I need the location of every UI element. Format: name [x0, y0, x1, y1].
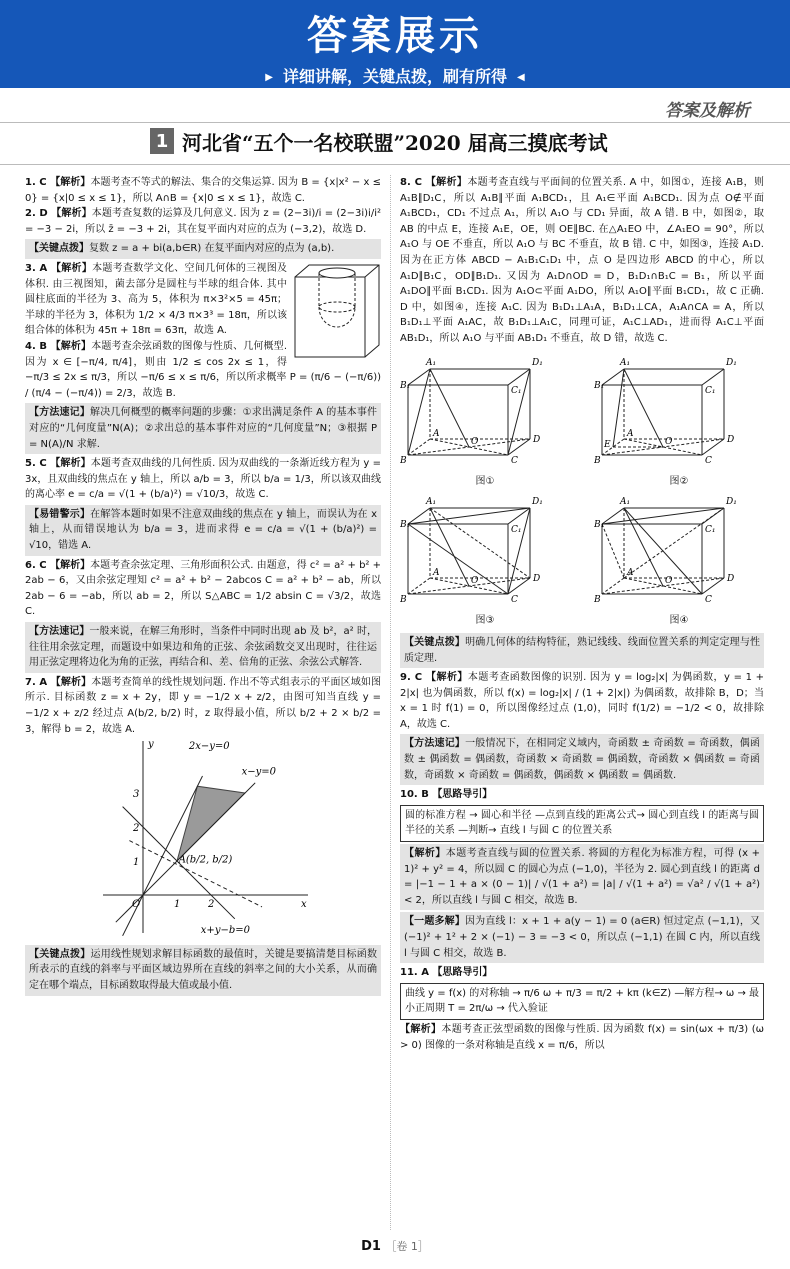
- vertex-label: B₁: [400, 380, 411, 391]
- vertex-label: D: [727, 434, 735, 445]
- figure-caption: 图②: [669, 476, 689, 488]
- exam-title-text: 河北省“五个一名校联盟”2020 届高三摸底考试: [182, 130, 608, 155]
- banner-subtitle: [0, 64, 790, 87]
- cube-figure: [594, 490, 764, 629]
- explanation-text: 本题考查数学文化、空间几何体的三视图及体积. 由三视图知，菌去部分是圆柱与半球的组合体. 其中圆柱底面的半径为 3、高为 5，体积为 π×3²×5 = 45π；半球的半径为 3，体积为 1/2 × 4/3 π×3³ = 18π，所以该组合体的体积为 45π + 18π = 63π，故选 A.: [25, 262, 288, 337]
- segment: [508, 508, 530, 594]
- header-rule: [0, 122, 790, 123]
- right-column: [400, 175, 764, 1053]
- cube-figure: [400, 351, 570, 490]
- section-label: 【解析】: [51, 208, 92, 220]
- question-number: 2. D: [25, 208, 52, 220]
- right-item: [400, 1022, 764, 1053]
- cube-figure: [400, 490, 570, 629]
- right-item: [400, 965, 764, 981]
- page-number: D1: [361, 1239, 381, 1254]
- left-item: [25, 175, 381, 206]
- section-label: 【关键点拨】: [29, 948, 91, 960]
- question-number: 5. C: [25, 458, 51, 470]
- explanation-text: 因为直线 l：x + 1 + a(y − 1) = 0 (a∈R) 恒过定点 (−1,1)，又 (−1)² + 1² + 2 × (−1) − 3 = −3 < 0，所以点 (−1,1) 在圆 C 内，所以直线 l 与圆 C 相交，故选 B.: [404, 916, 761, 959]
- explanation-text: 圆的标准方程 → 圆心和半径 —点到直线的距离公式→ 圆心到直线 l 的距离与圆半径的关系 —判断→ 直线 l 与圆 C 的位置关系: [405, 809, 759, 837]
- left-item: [25, 456, 381, 503]
- section-label: 【一题多解】: [404, 916, 466, 928]
- right-item: [400, 670, 764, 732]
- question-number: 6. C: [25, 559, 51, 571]
- vertex-label: C: [511, 594, 518, 605]
- section-label: 【解析】: [425, 177, 468, 188]
- section-label: 【解析】: [404, 848, 446, 860]
- axis-label: x: [301, 899, 307, 911]
- feasible-region: [177, 786, 245, 861]
- question-number: 8. C: [400, 177, 426, 188]
- vertex-label: B: [400, 594, 407, 605]
- exam-title: [150, 128, 608, 154]
- right-item: [400, 805, 764, 842]
- x-tick-label: 2: [208, 899, 215, 911]
- section-label: 【关键点拨】: [404, 636, 466, 648]
- banner-title: 答案展示: [307, 13, 483, 59]
- section-label: 【解析】: [50, 458, 91, 470]
- vertex-label: C₁: [705, 524, 716, 535]
- explanation-text: 解决几何概型的概率问题的步骤：①求出满足条件 A 的基本事件对应的“几何度量”N(A)；②求出总的基本事件对应的“几何度量”N；③根据 P = N(A)/N 求解.: [29, 407, 377, 450]
- section-label: 【易错警示】: [29, 508, 91, 520]
- explanation-text: 本题考查直线与平面间的位置关系. A 中，如图①，连接 A₁B，则 A₁B∥D₁C，所以 A₁B∥平面 A₁BCD₁，且 A₁∈平面 A₁BCD₁. 因为点 O∉平面 A₁BCD₁，CD₁ 不过点 A₁，所以 A₁O 与 CD₁ 异面，故 A 错. B 中，如图②，取 AB 的中点 E，连接 A₁E，OE，则 OE∥BC. 在△A₁EO 中，∠A₁EO = 90°，所以 A₁O 与 OE 不垂直，所以 A₁O 与 BC 不垂直，故 B 错. C 中，如图③，连接 A₁D. 因为在正方体 ABCD − A₁B₁C₁D₁ 中，点 O 是四边形 ABCD 的中心，所以 A₁D∥B₁C，OD∥B₁D₁. 又因为 A₁D∩OD = D，B₁D₁∩B₁C = B₁，所以平面 A₁DO∥平面 B₁CD₁. 因为 A₁O⊂平面 A₁DO，所以 A₁O∥平面 B₁CD₁，故 C 正确. D 中，如图④，连接 A₁C. 因为 B₁D₁⊥A₁A，B₁D₁⊥CA，A₁A∩CA = A，所以 B₁D₁⊥平面 A₁AC，故 B₁D₁⊥A₁C，同理可证，A₁C⊥AD₁，进而得 A₁C⊥平面 AB₁D₁，所以 A₁O 与平面 AB₁D₁ 不垂直，故 D 错，故选 C.: [400, 177, 765, 344]
- title-rule: [0, 164, 790, 165]
- figure-caption: 图③: [475, 615, 495, 627]
- left-item: [25, 403, 381, 454]
- explanation-text: 一般情况下，在相同定义域内，奇函数 ± 奇函数 = 奇函数，偶函数 ± 偶函数 = 偶函数，奇函数 × 奇函数 = 偶函数，奇函数 × 偶函数 = 奇函数，奇函数 × 奇函数 = 偶函数，偶函数 × 偶函数 = 偶函数.: [404, 738, 760, 781]
- cube-figure: [594, 351, 764, 490]
- vertex-label: D: [533, 434, 541, 445]
- explanation-text: 运用线性规划求解目标函数的最值时，关键是要搞清楚目标函数所表示的直线的斜率与平面区域边界所在直线的斜率之间的大小关系，从而确定在哪个端点，目标函数取得最大值或最小值.: [29, 948, 378, 991]
- question-number: 7. A: [25, 676, 51, 688]
- vertex-label: C: [511, 455, 518, 466]
- section-label: 【方法速记】: [29, 407, 91, 419]
- section-label: 【思路导引】: [432, 789, 493, 801]
- vertex-label: O: [471, 575, 479, 586]
- left-column: [25, 175, 381, 998]
- explanation-text: 明确几何体的结构特征，熟记线线、线面位置关系的判定定理与性质定理.: [404, 636, 761, 664]
- section-label: 【解析】: [50, 340, 92, 352]
- vertex-label: O: [665, 575, 673, 586]
- objective-line: [129, 841, 262, 907]
- vertex-label: C: [705, 594, 712, 605]
- question-number: 3. A: [25, 262, 52, 274]
- cube-drawing: [400, 490, 570, 608]
- vertex-label: D₁: [726, 357, 737, 368]
- segment: [408, 524, 508, 594]
- vertex-label: A: [627, 428, 634, 439]
- banner-subtitle-text: 详细讲解，关键点拨，刷有所得: [282, 67, 507, 86]
- hemisphere: [319, 307, 355, 327]
- section-label: 【解析】: [50, 559, 91, 571]
- vertex-label: A: [627, 567, 634, 578]
- cube-edge: [702, 369, 724, 385]
- section-label: 【解析】: [50, 676, 92, 688]
- vertex-label: D₁: [532, 357, 543, 368]
- right-item: [400, 633, 764, 668]
- vertex-label: A₁: [620, 357, 631, 368]
- vertex-label: A₁: [620, 496, 631, 507]
- y-tick-label: 1: [133, 857, 140, 869]
- question-number: 11. A: [400, 967, 433, 979]
- cube-edge: [702, 578, 724, 594]
- left-item: [25, 239, 381, 259]
- right-arrow-icon: ▶: [265, 72, 273, 83]
- vertex-label: A: [433, 567, 440, 578]
- exam-number: 1: [150, 128, 174, 154]
- vertex-label: B₁: [594, 380, 605, 391]
- vertex-label: A₁: [426, 357, 437, 368]
- vertex-label: D₁: [726, 496, 737, 507]
- left-arrow-icon: ◀: [517, 72, 525, 83]
- point-label: A(b/2, b/2): [178, 854, 233, 866]
- vertex-label: D₁: [532, 496, 543, 507]
- vertex-label: C₁: [511, 524, 522, 535]
- left-item: [25, 675, 381, 737]
- section-label: 【解析】: [51, 262, 93, 274]
- right-item: [400, 175, 764, 347]
- y-tick-label: 3: [133, 789, 140, 801]
- vertex-label: B₁: [594, 519, 605, 530]
- explanation-text: 在解答本题时如果不注意双曲线的焦点在 y 轴上，而误认为在 x 轴上，从而错误地认为 b/a = 3，进而求得 e = c/a = √(1 + (b/a)²) = √10，错选 A.: [29, 508, 378, 552]
- segment: [508, 369, 530, 455]
- right-item: [400, 787, 764, 803]
- question-number: 4. B: [25, 340, 51, 352]
- explanation-text: 曲线 y = f(x) 的对称轴 → π/6 ω + π/3 = π/2 + kπ (k∈Z) —解方程→ ω → 最小正周期 T = 2π/ω → 代入验证: [405, 987, 759, 1015]
- left-item: [25, 505, 381, 556]
- cube-edge: [602, 369, 624, 385]
- section-tag: 答案及解析: [665, 101, 750, 121]
- line-label: x+y−b=0: [200, 925, 251, 937]
- box-edge: [365, 265, 379, 277]
- vertex-label: A₁: [426, 496, 437, 507]
- figure-caption: 图①: [475, 476, 495, 488]
- cube-figures: [400, 351, 764, 629]
- cube-drawing: [594, 490, 764, 608]
- y-tick-label: 2: [133, 823, 140, 835]
- line-label: x−y=0: [241, 766, 277, 778]
- vertex-label: B: [594, 594, 601, 605]
- vertex-label: A: [433, 428, 440, 439]
- explanation-text: 复数 z = a + bi(a,b∈R) 在复平面内对应的点为 (a,b).: [89, 243, 335, 255]
- vertex-label: B: [594, 455, 601, 466]
- vertex-label: D: [727, 573, 735, 584]
- vertex-label: O: [665, 436, 673, 447]
- section-label: 【思路导引】: [432, 967, 493, 979]
- left-item: [25, 622, 381, 673]
- origin-label: O: [132, 899, 141, 911]
- column-divider: [390, 175, 391, 1230]
- vertex-label: E: [604, 439, 611, 450]
- explanation-text: 本题考查余弦函数的图像与性质、几何概型. 因为 x ∈ [−π/4, π/4]，则由 1/2 ≤ cos 2x ≤ 1，得 −π/3 ≤ 2x ≤ π/3，所以 −π/6 ≤ x ≤ π/6，所以所求概率 P = (π/6 − (−π/6)) / (π/4 − (−π/4)) = 2/3，故选 B.: [25, 340, 381, 399]
- left-item: [25, 206, 381, 237]
- figure-caption: 图④: [669, 615, 689, 627]
- box-back: [295, 265, 379, 357]
- right-item: [400, 912, 764, 963]
- segment: [613, 369, 624, 447]
- x-tick-label: 1: [174, 899, 181, 911]
- section-label: 【解析】: [50, 177, 91, 188]
- explanation-text: 本题考查正弦型函数的图像与性质. 因为函数 f(x) = sin(ωx + π/3) (ω > 0) 图像的一条对称轴是直线 x = π/6，所以: [400, 1023, 764, 1051]
- left-item: [25, 558, 381, 620]
- page-footer: [0, 1238, 790, 1254]
- vertex-label: C₁: [705, 385, 716, 396]
- segment: [602, 524, 624, 578]
- section-label: 【解析】: [400, 1023, 442, 1035]
- cube-edge: [702, 439, 724, 455]
- right-item: [400, 844, 764, 910]
- left-item: [25, 945, 381, 996]
- top-banner: [0, 0, 790, 88]
- explanation-text: 本题考查复数的运算及几何意义. 因为 z = (2−3i)/i = (2−3i)i/i² = −3 − 2i，所以 z̄ = −3 + 2i，其在复平面内对应的点为 (−3,2)，故选 D.: [25, 208, 381, 235]
- vertex-label: C: [705, 455, 712, 466]
- vertex-label: O: [471, 436, 479, 447]
- vertex-label: B: [400, 455, 407, 466]
- cube-edge: [408, 578, 430, 594]
- right-item: [400, 983, 764, 1020]
- explanation-text: 本题考查不等式的解法、集合的交集运算. 因为 B = {x|x² − x ≤ 0} = {x|0 ≤ x ≤ 1}，所以 A∩B = {x|0 ≤ x ≤ 1}，故选 C.: [25, 177, 382, 204]
- explanation-text: 本题考查直线与圆的位置关系. 将圆的方程化为标准方程，可得 (x + 1)² + y² = 4，所以圆 C 的圆心为点 (−1,0)，半径为 2. 圆心到直线 l 的距离 d = |−1 − 1 + a × (0 − 1)| / √(1 + a²) = |a| / √(1 + a²) = √a² / √(1 + a²) < 2，所以直线 l 与圆 C 相交，故选 B.: [404, 848, 760, 906]
- explanation-text: 一般来说，在解三角形时，当条件中同时出现 ab 及 b²，a² 时，往往用余弦定理，而题设中如果边和角的正弦、余弦函数交叉出现时，往往运用正弦定理将边化为角的正弦，再结合和、差、倍角的正弦、余弦公式解答.: [29, 626, 378, 669]
- section-label: 【方法速记】: [404, 738, 466, 750]
- axis-label: y: [148, 739, 154, 751]
- segment: [408, 369, 430, 455]
- section-label: 【方法速记】: [29, 626, 90, 638]
- section-label: 【解析】: [426, 672, 468, 684]
- explanation-text: 本题考查双曲线的几何性质. 因为双曲线的一条渐近线方程为 y = 3x，且双曲线的焦点在 y 轴上，所以 a/b = 3，所以 b/a = 1/3，所以该双曲线的离心率 e = c/a = √(1 + (b/a)²) = √10/3，故选 C.: [25, 458, 382, 501]
- three-view-figure: [293, 263, 381, 363]
- question-number: 9. C: [400, 672, 427, 684]
- right-item: [400, 734, 764, 785]
- question-number: 10. B: [400, 789, 433, 801]
- vertex-label: B₁: [400, 519, 411, 530]
- page-sub: ［卷 1］: [385, 1240, 429, 1253]
- lp-figure-wrap: [25, 737, 381, 943]
- explanation-text: 本题考查函数图像的识别. 因为 y = log₂|x| 为偶函数，y = 1 + 2|x| 也为偶函数，所以 f(x) = log₂|x| / (1 + 2|x|) 为偶函数，故排除 B，D；当 x = 1 时 f(1) = 0，所以图像经过点 (1,0)，同时 f(1/2) = −1/2 < 0，故排除 A，故选 C.: [400, 672, 765, 730]
- vertex-label: D: [533, 573, 541, 584]
- vertex-label: C₁: [511, 385, 522, 396]
- line-label: 2x−y=0: [188, 741, 230, 753]
- cylinder-bottom: [319, 302, 355, 312]
- question-number: 1. C: [25, 177, 51, 188]
- section-label: 【关键点拨】: [29, 243, 89, 255]
- explanation-text: 本题考查余弦定理、三角形面积公式. 由题意，得 c² = a² + b² + 2ab − 6，又由余弦定理知 c² = a² + b² − 2abcos C = a² + b² − ab，所以 2ab − 6 = −ab，所以 ab = 2，所以 S△ABC = 1/2 absin C = √3/2，故选 C.: [25, 559, 382, 618]
- explanation-text: 本题考查简单的线性规划问题. 作出不等式组表示的平面区域如图所示. 目标函数 z = x + 2y，即 y = −1/2 x + z/2，由图可知当直线 y = −1/2 x + z/2 经过点 A(b/2, b/2) 时，z 取得最小值，所以 b/2 + 2 × b/2 = 3，解得 b = 2，故选 A.: [25, 676, 382, 735]
- cylinder-top: [319, 268, 355, 278]
- linear-programming-figure: [93, 737, 313, 937]
- cube-edge: [602, 578, 624, 594]
- cube-drawing: [594, 351, 764, 469]
- cube-drawing: [400, 351, 570, 469]
